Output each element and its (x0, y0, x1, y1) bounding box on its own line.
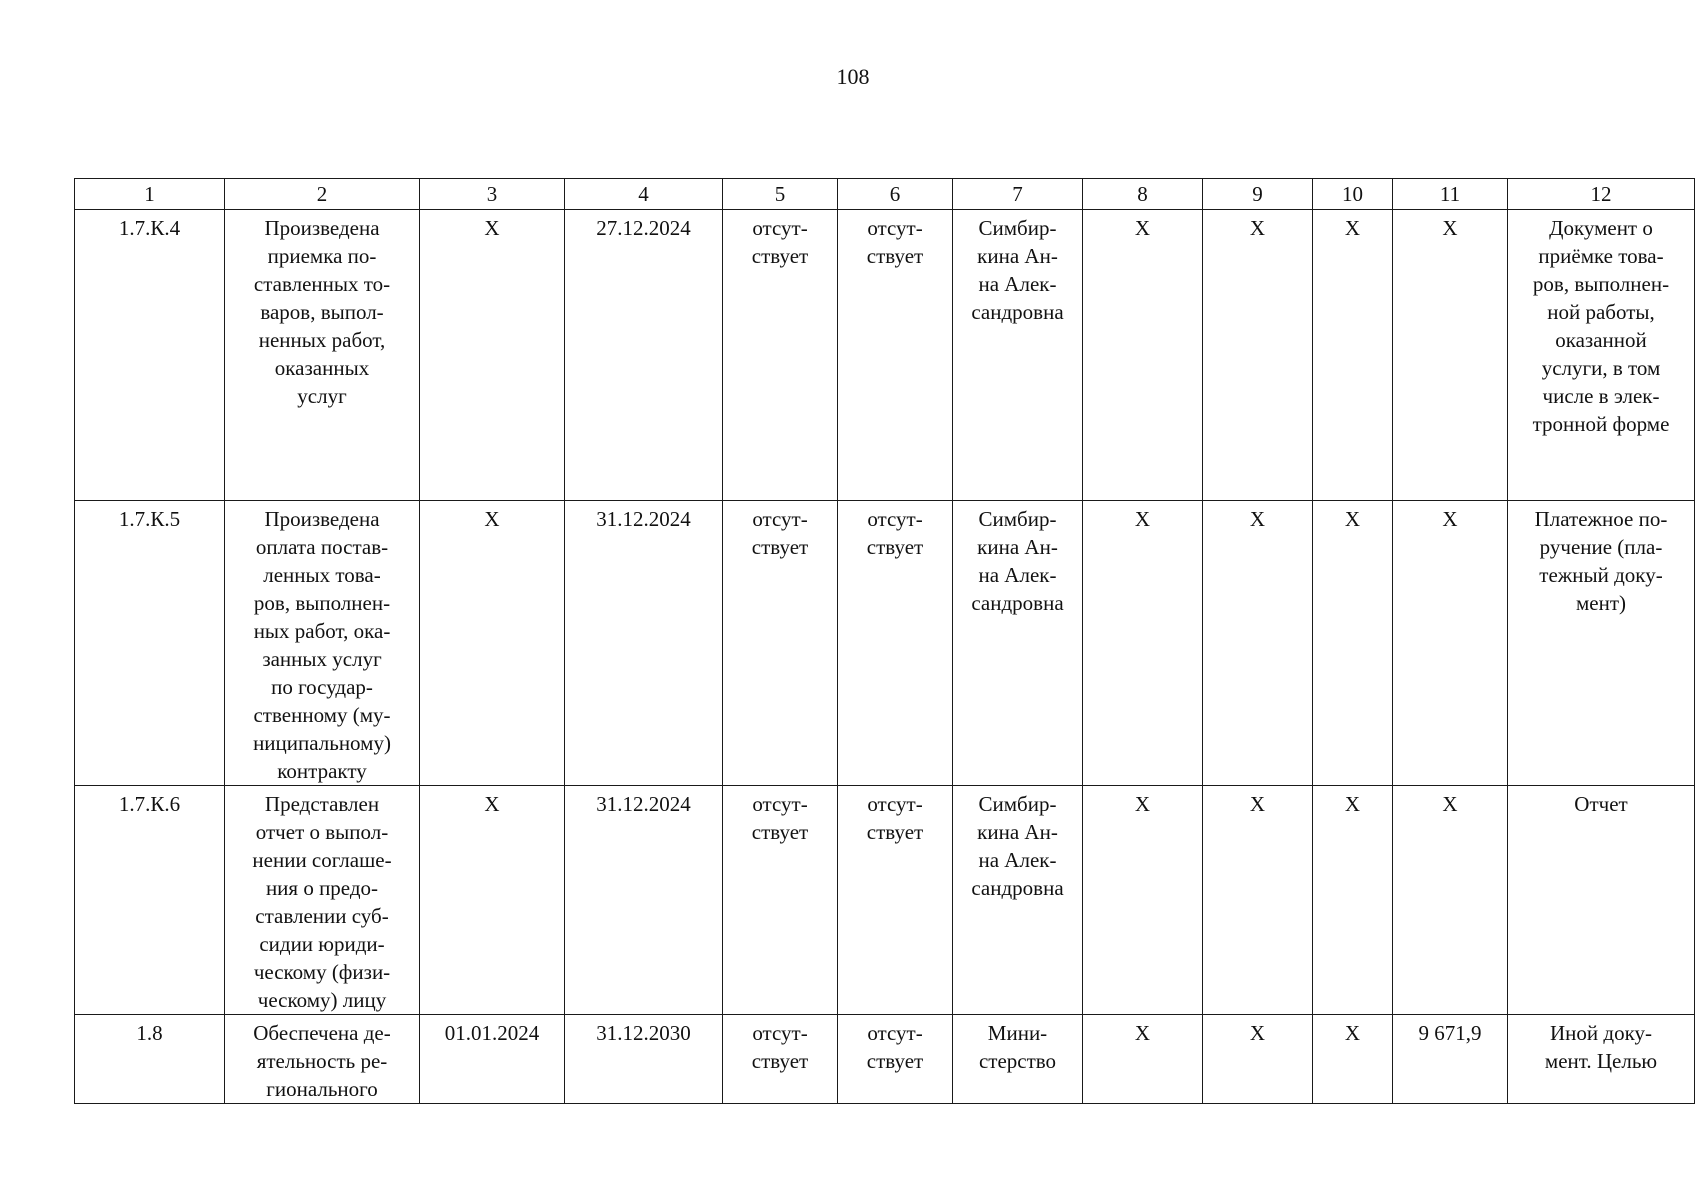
table-cell: X (1203, 786, 1313, 1015)
table-cell: X (1393, 501, 1508, 786)
table-cell-responsible: Симбир- кина Ан- на Алек- сандровна (953, 501, 1083, 786)
table-cell-document: Иной доку- мент. Целью (1508, 1015, 1695, 1104)
header-cell: 1 (75, 179, 225, 210)
header-cell: 7 (953, 179, 1083, 210)
header-cell: 8 (1083, 179, 1203, 210)
table-cell: X (1203, 210, 1313, 501)
header-cell: 9 (1203, 179, 1313, 210)
header-cell: 10 (1313, 179, 1393, 210)
header-cell: 6 (838, 179, 953, 210)
page-number: 108 (836, 64, 870, 89)
table-cell: X (1083, 210, 1203, 501)
table-cell: X (1203, 501, 1313, 786)
table-cell: X (1393, 210, 1508, 501)
table-cell: X (1393, 786, 1508, 1015)
table-cell: отсут- ствует (723, 501, 838, 786)
table-cell: отсут- ствует (723, 210, 838, 501)
table-cell: отсут- ствует (838, 786, 953, 1015)
table-cell-responsible: Мини- стерство (953, 1015, 1083, 1104)
table-cell-description: Представлен отчет о выпол- нении соглаше- ния о предо- ставлении суб- сидии юриди- ческому (физи- ческому) лицу (225, 786, 420, 1015)
table-cell: отсут- ствует (838, 501, 953, 786)
table-cell: X (1083, 786, 1203, 1015)
table-cell: отсут- ствует (838, 1015, 953, 1104)
table-cell: X (1313, 501, 1393, 786)
table-cell-start-date: X (420, 786, 565, 1015)
header-cell: 5 (723, 179, 838, 210)
table-row (75, 210, 1695, 501)
table-cell-description: Произведена оплата постав- ленных това- ров, выполнен- ных работ, ока- занных услуг по государ- ственному (му- ниципальному) контракту (225, 501, 420, 786)
table-cell: X (1083, 501, 1203, 786)
table-row (75, 1015, 1695, 1104)
table-cell-id: 1.7.К.5 (75, 501, 225, 786)
table-cell: отсут- ствует (838, 210, 953, 501)
table-header-row (75, 179, 1695, 210)
table-cell-start-date: 01.01.2024 (420, 1015, 565, 1104)
table-cell: X (1313, 210, 1393, 501)
table-cell-description: Произведена приемка по- ставленных то- варов, выпол- ненных работ, оказанных услуг (225, 210, 420, 501)
table-cell: отсут- ствует (723, 786, 838, 1015)
header-cell: 2 (225, 179, 420, 210)
table-cell-document: Платежное по- ручение (пла- тежный доку- мент) (1508, 501, 1695, 786)
table-row (75, 501, 1695, 786)
plan-table (74, 178, 1695, 1104)
table-cell-end-date: 31.12.2024 (565, 501, 723, 786)
table-cell-responsible: Симбир- кина Ан- на Алек- сандровна (953, 210, 1083, 501)
table-cell-document: Отчет (1508, 786, 1695, 1015)
header-cell: 11 (1393, 179, 1508, 210)
table-cell-end-date: 31.12.2030 (565, 1015, 723, 1104)
header-cell: 4 (565, 179, 723, 210)
table-cell-id: 1.7.К.6 (75, 786, 225, 1015)
header-cell: 12 (1508, 179, 1695, 210)
table-cell: X (1313, 1015, 1393, 1104)
table-cell-end-date: 31.12.2024 (565, 786, 723, 1015)
table-cell-start-date: X (420, 210, 565, 501)
table-body (75, 179, 1695, 1104)
table-cell-amount: 9 671,9 (1393, 1015, 1508, 1104)
table-cell-id: 1.7.К.4 (75, 210, 225, 501)
table-cell-start-date: X (420, 501, 565, 786)
table-cell: X (1313, 786, 1393, 1015)
table-cell-id: 1.8 (75, 1015, 225, 1104)
header-cell: 3 (420, 179, 565, 210)
table-cell: X (1203, 1015, 1313, 1104)
table-cell: отсут- ствует (723, 1015, 838, 1104)
table-cell-document: Документ о приёмке това- ров, выполнен- ной работы, оказанной услуги, в том числе в элек- тронной форме (1508, 210, 1695, 501)
table-cell: X (1083, 1015, 1203, 1104)
table-cell-description: Обеспечена де- ятельность ре- гионального (225, 1015, 420, 1104)
table-row (75, 786, 1695, 1015)
table-cell-end-date: 27.12.2024 (565, 210, 723, 501)
table-cell-responsible: Симбир- кина Ан- на Алек- сандровна (953, 786, 1083, 1015)
